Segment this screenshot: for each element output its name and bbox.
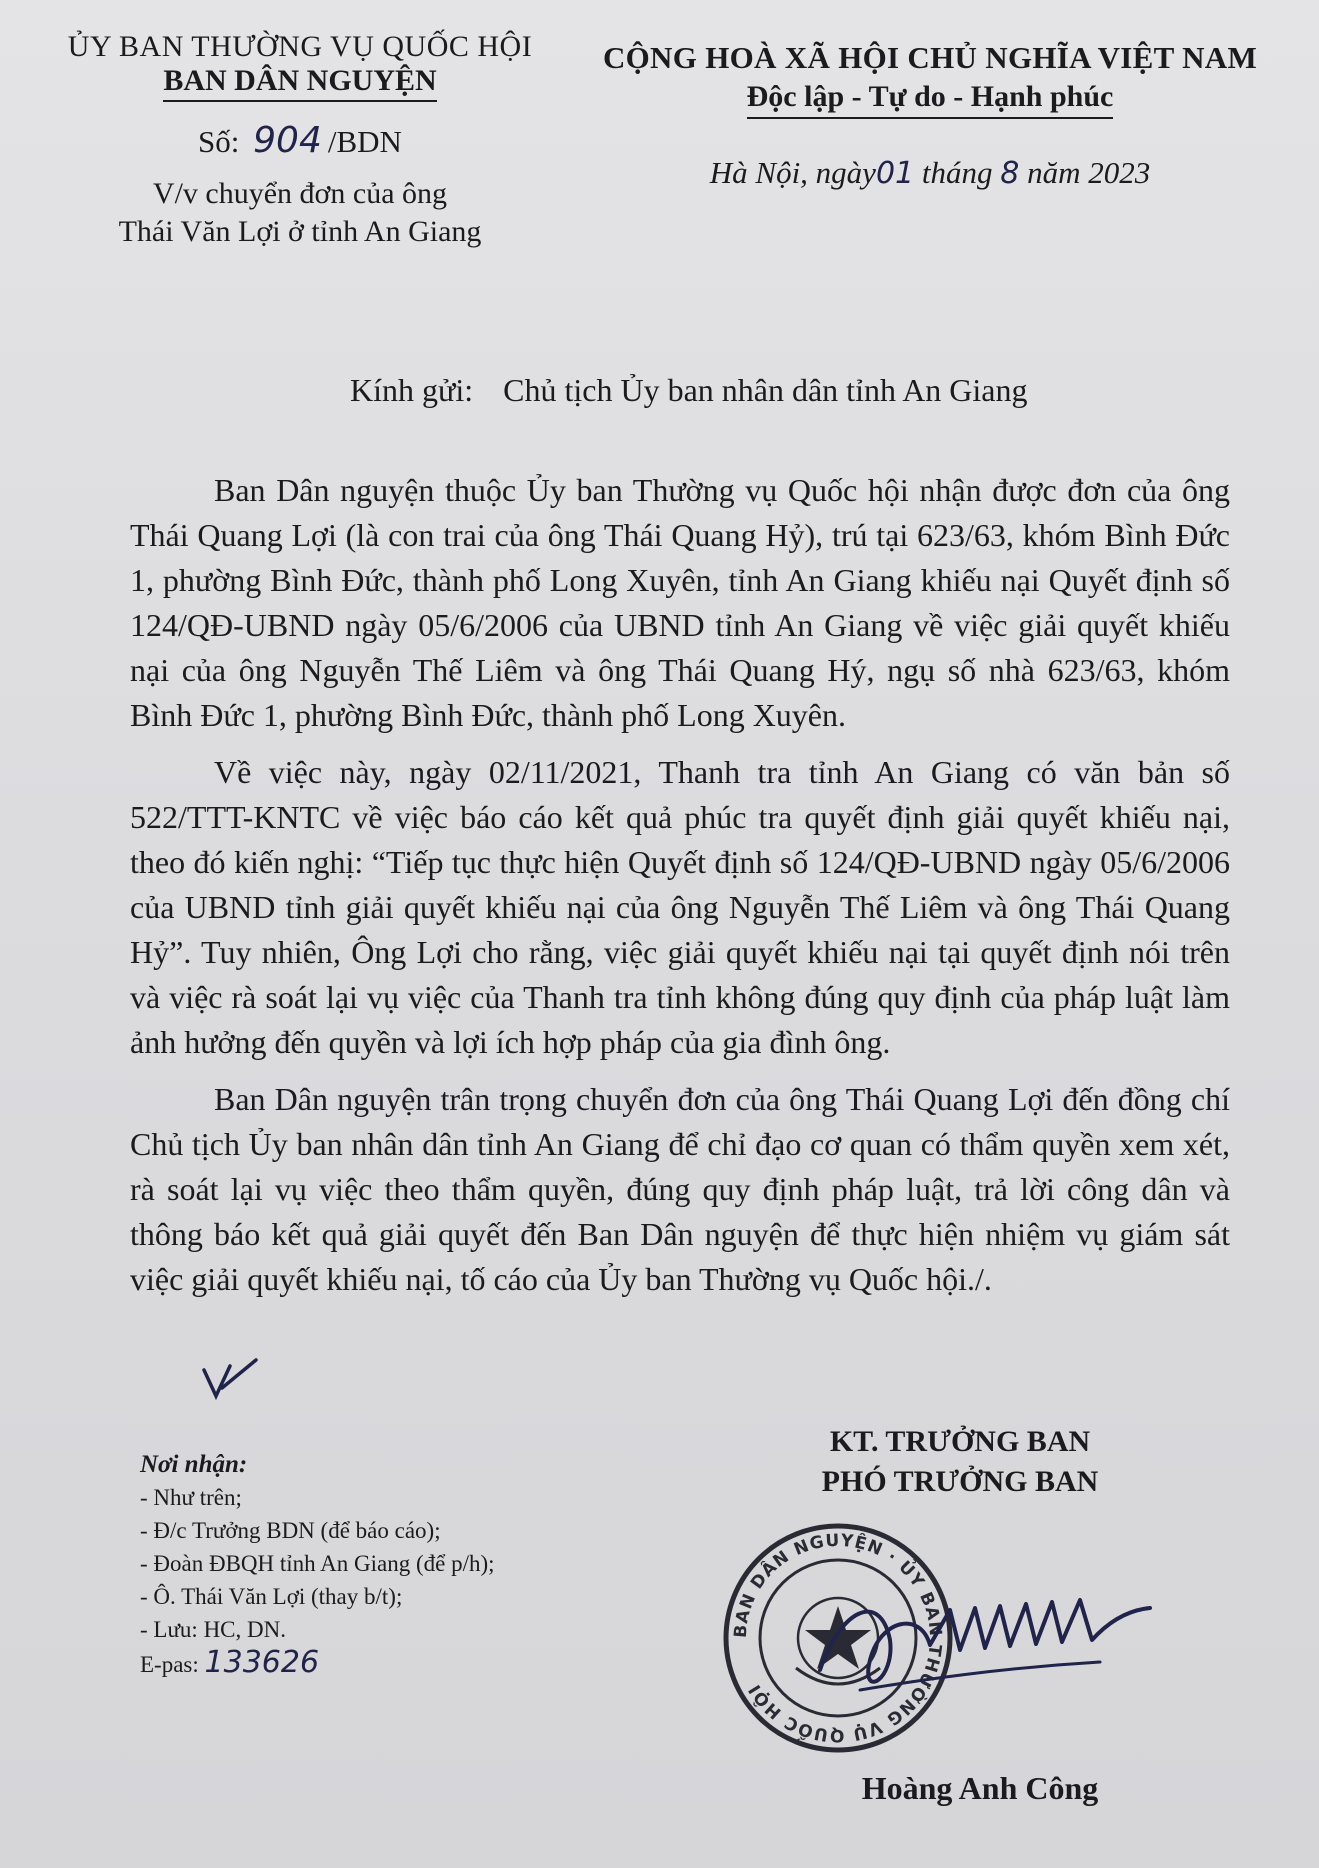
receivers-heading: Nơi nhận: (140, 1451, 248, 1478)
seal-text: BAN DÂN NGUYỆN · ỦY BAN THƯỜNG VỤ QUỐC HỘI (730, 1530, 946, 1746)
body-paragraph-3: Ban Dân nguyện trân trọng chuyển đơn của ông Thái Quang Lợi đến đồng chí Chủ tịch Ủy ban nhân dân tỉnh An Giang để chỉ đạo cơ quan có thẩm quyền xem xét, rà soát lại vụ việc theo thẩm quyền, đúng quy định pháp luật, trả lời công dân và thông báo kết quả giải quyết đến Ban Dân nguyện để thực hiện nhiệm vụ giám sát việc giải quyết khiếu nại, tố cáo của Ủy ban Thường vụ Quốc hội./. (130, 1081, 1230, 1297)
signer-name: Hoàng Anh Công (861, 1770, 1099, 1806)
recipient-name: Chủ tịch Ủy ban nhân dân tỉnh An Giang (503, 372, 1028, 408)
recipient-label: Kính gửi: (350, 372, 474, 408)
receiver-item: - Như trên; (140, 1485, 242, 1510)
epas-label: E-pas: (140, 1652, 199, 1677)
subject-line-2: Thái Văn Lợi ở tỉnh An Giang (118, 215, 482, 248)
receiver-item: - Đ/c Trưởng BDN (để báo cáo); (140, 1518, 441, 1543)
date-month-label: tháng (921, 155, 993, 190)
motto: Độc lập - Tự do - Hạnh phúc (747, 80, 1114, 119)
org-name: BAN DÂN NGUYỆN (163, 64, 436, 102)
date-month: 8 (1000, 156, 1020, 191)
letter-body (130, 468, 1230, 1314)
date-day: 01 (875, 156, 915, 191)
document-number (40, 120, 560, 161)
receiver-item: - Ô. Thái Văn Lợi (thay b/t); (140, 1584, 403, 1609)
subject-line-1: V/v chuyển đơn của ông (152, 177, 448, 210)
epas-value: 133626 (204, 1645, 320, 1680)
handwritten-signature (800, 1550, 1160, 1730)
date-prefix: Hà Nội, ngày (709, 155, 876, 190)
doc-no-prefix: Số: (198, 124, 240, 159)
signature-title-line-2: PHÓ TRƯỞNG BAN (821, 1465, 1099, 1498)
body-paragraph-1: Ban Dân nguyện thuộc Ủy ban Thường vụ Quốc hội nhận được đơn của ông Thái Quang Lợi (là con trai của ông Thái Quang Hỷ), trú tại 623/63, khóm Bình Đức 1, phường Bình Đức, thành phố Long Xuyên, tỉnh An Giang khiếu nại Quyết định số 124/QĐ-UBND ngày 05/6/2006 của UBND tỉnh An Giang về việc giải quyết khiếu nại của ông Nguyễn Thế Liêm và ông Thái Quang Hý, ngụ số nhà 623/63, khóm Bình Đức 1, phường Bình Đức, thành phố Long Xuyên. (130, 472, 1230, 733)
epas-line (140, 1646, 660, 1681)
receiver-item: - Đoàn ĐBQH tỉnh An Giang (để p/h); (140, 1551, 495, 1576)
receivers-list (140, 1448, 660, 1681)
date-year: năm 2023 (1027, 155, 1151, 190)
body-paragraph-2: Về việc này, ngày 02/11/2021, Thanh tra tỉnh An Giang có văn bản số 522/TTT-KNTC về việc báo cáo kết quả phúc tra quyết định giải quyết khiếu nại, theo đó kiến nghị: “Tiếp tục thực hiện Quyết định số 124/QĐ-UBND ngày 05/6/2006 của UBND tỉnh giải quyết khiếu nại của ông Nguyễn Thế Liêm và ông Thái Quang Hỷ”. Tuy nhiên, Ông Lợi cho rằng, việc giải quyết khiếu nại tại quyết định nói trên và việc rà soát lại vụ việc của Thanh tra tỉnh không đúng quy định của pháp luật làm ảnh hưởng đến quyền và lợi ích hợp pháp của gia đình ông. (130, 754, 1230, 1060)
national-header (570, 40, 1290, 191)
doc-no-suffix: /BDN (327, 124, 402, 159)
signature-title (740, 1422, 1180, 1502)
subject (40, 175, 560, 251)
nation-title: CỘNG HOÀ XÃ HỘI CHỦ NGHĨA VIỆT NAM (602, 40, 1258, 75)
receiver-item: - Lưu: HC, DN. (140, 1617, 286, 1642)
doc-no-handwritten: 904 (253, 120, 322, 161)
issuer-header (40, 30, 560, 251)
date-line (570, 155, 1290, 191)
recipient-line (350, 372, 1028, 409)
handwritten-tick-icon (200, 1358, 260, 1400)
parent-org: ỦY BAN THƯỜNG VỤ QUỐC HỘI (67, 30, 533, 63)
signature-title-line-1: KT. TRƯỞNG BAN (829, 1425, 1091, 1458)
